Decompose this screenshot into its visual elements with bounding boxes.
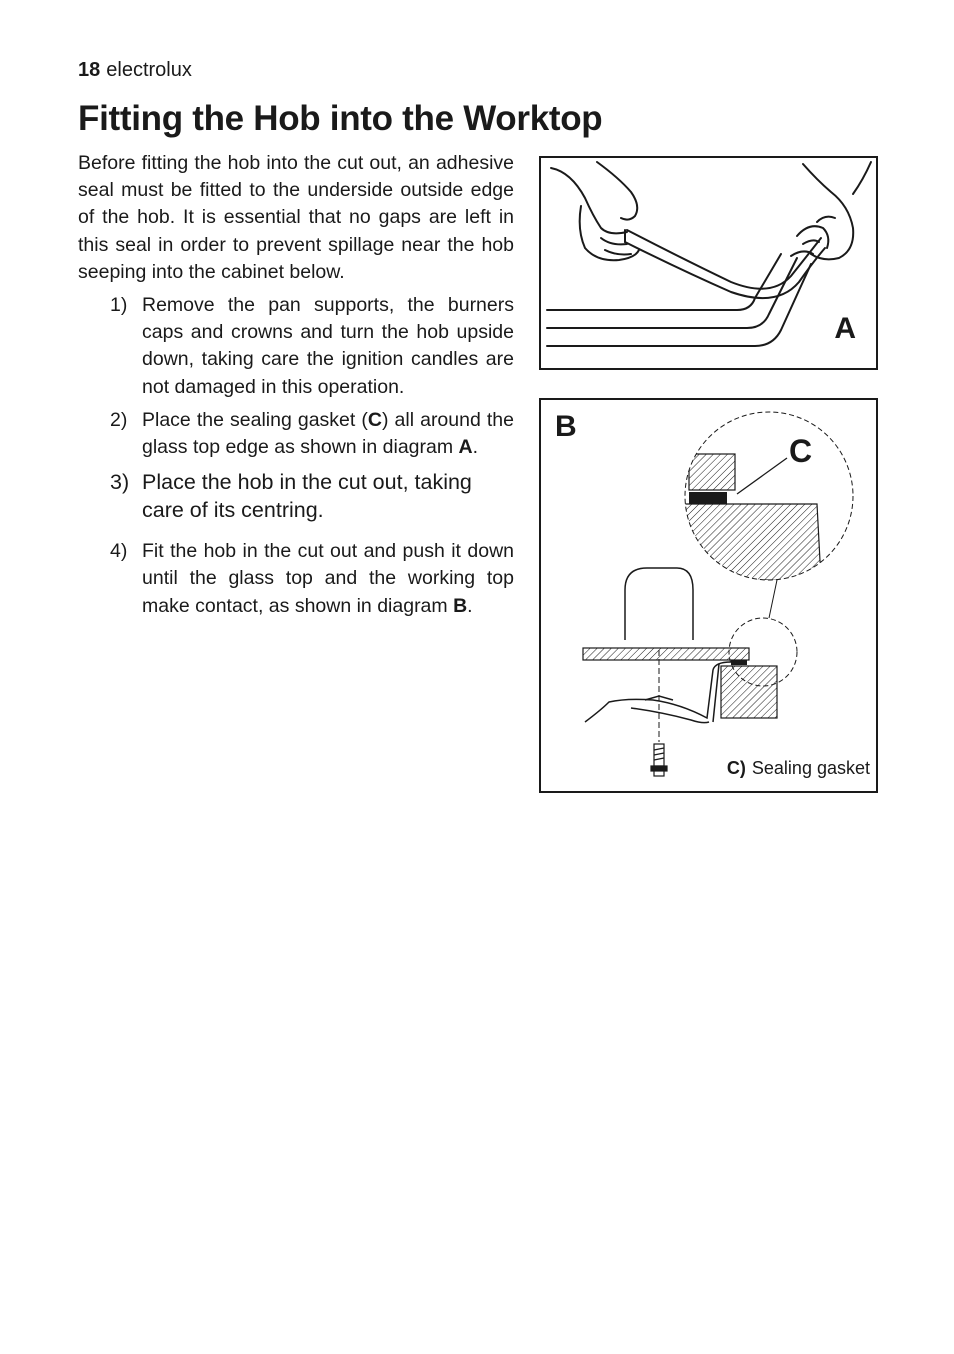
step-text-start: Place the sealing gasket ( xyxy=(142,408,368,431)
diagram-a-illustration xyxy=(541,158,876,368)
intro-paragraph: Before fitting the hob into the cut out, an adhesive seal must be fitted to the underside outside edge of the hob. It is essential that no gaps are left in this seal in order to prevent spillage near the hob seeping into the cabinet below. xyxy=(78,152,514,283)
step-1 xyxy=(78,292,514,401)
step-number: 3) xyxy=(110,470,130,495)
caption-text: Sealing gasket xyxy=(751,758,870,778)
step-text-end: . xyxy=(467,594,473,617)
page-number: 18 xyxy=(78,59,101,81)
step-4 xyxy=(78,538,514,620)
instructions-column xyxy=(78,150,514,626)
gasket-callout-label: C xyxy=(789,433,813,469)
diagram-b-caption xyxy=(727,757,870,779)
step-number: 1) xyxy=(110,294,128,317)
step-text-middle: ) all around the glass top edge as shown in diagram xyxy=(142,408,514,459)
step-number: 4) xyxy=(110,540,128,563)
step-3 xyxy=(78,469,514,524)
brand-name: electrolux xyxy=(106,59,192,81)
diagram-ref-a: A xyxy=(458,436,473,459)
page-title: Fitting the Hob into the Worktop xyxy=(78,99,603,138)
diagram-b xyxy=(539,398,878,793)
diagram-b-illustration xyxy=(541,400,876,791)
steps-list xyxy=(78,292,514,620)
diagram-b-label: B xyxy=(555,410,577,443)
step-text: Place the hob in the cut out, taking care of its centring. xyxy=(142,470,472,522)
step-number: 2) xyxy=(110,408,128,431)
page-header xyxy=(78,58,192,82)
diagram-a-label: A xyxy=(834,312,856,345)
caption-key: C) xyxy=(726,758,746,778)
step-2 xyxy=(78,407,514,461)
step-text: Remove the pan supports, the burners caps and crowns and turn the hob upside down, taking care the ignition candles are not damaged in this operation. xyxy=(142,294,514,398)
diagram-a xyxy=(539,156,878,370)
step-text-start: Fit the hob in the cut out and push it down until the glass top and the working top make contact, as shown in diagram xyxy=(142,540,514,617)
diagram-ref-b: B xyxy=(453,594,468,617)
gasket-ref: C xyxy=(367,408,382,431)
step-text-end: . xyxy=(472,436,479,459)
